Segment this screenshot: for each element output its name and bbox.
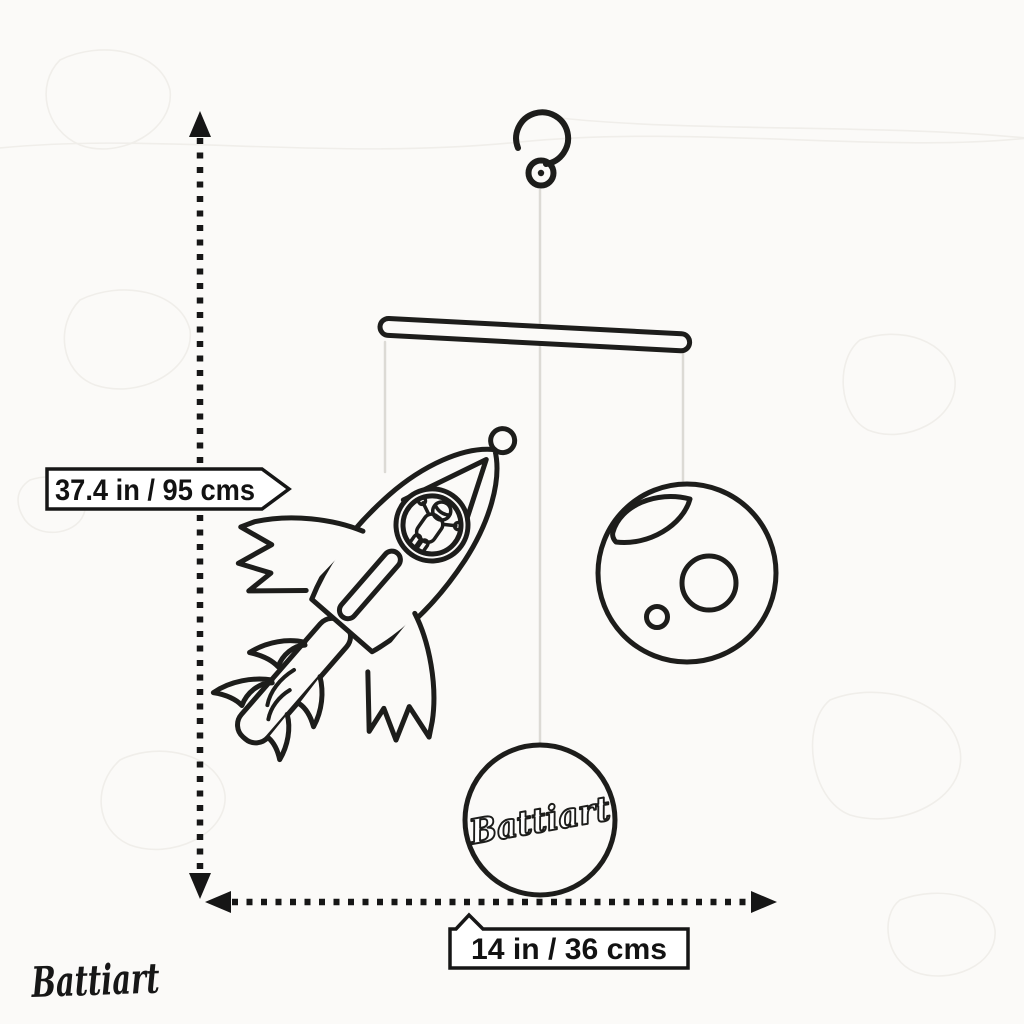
branding-ball-icon [465, 745, 622, 895]
left-arrow-icon [205, 891, 231, 913]
down-arrow-icon [189, 873, 211, 899]
brand-logo: Battiart [30, 951, 219, 1007]
width-dimension-label [450, 915, 688, 968]
height-label-text: 37.4 in / 95 cms [55, 474, 255, 507]
width-dimension-line [205, 891, 777, 913]
height-dimension-label [47, 469, 289, 509]
width-label-text: 14 in / 36 cms [471, 933, 667, 966]
rocket-flames [209, 619, 352, 763]
hanging-hook-icon [516, 112, 568, 185]
ball-brand-text: Battiart [466, 787, 622, 854]
moon-icon [598, 484, 776, 662]
up-arrow-icon [189, 111, 211, 137]
right-arrow-icon [751, 891, 777, 913]
hanger-bar [380, 318, 690, 351]
